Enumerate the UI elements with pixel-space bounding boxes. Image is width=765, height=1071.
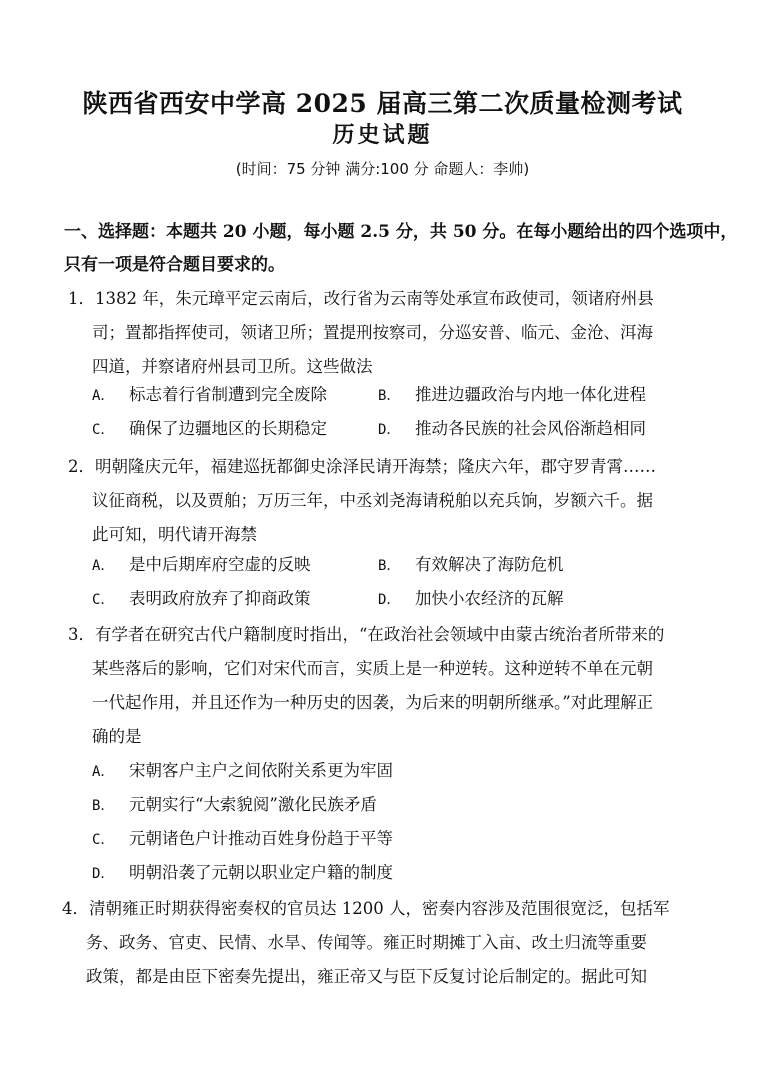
section-heading-line: 只有一项是符合题目要求的。: [64, 255, 285, 275]
question-line: 议征商税，以及贾舶；万历三年，中丞刘尧海请税舶以充兵饷，岁额六千。据: [92, 491, 653, 510]
question-line: 司；置都指挥使司，领诸卫所；置提刑按察司，分巡安普、临元、金沧、洱海: [92, 323, 653, 342]
option-b[interactable]: B． 推进边疆政治与内地一体化进程: [378, 385, 646, 404]
question-line: 确的是: [92, 727, 142, 746]
section-heading: [64, 216, 738, 282]
question-line: 3．有学者在研究古代户籍制度时指出，“在政治社会领域中由蒙古统治者所带来的: [68, 625, 665, 644]
question-2: [68, 450, 718, 552]
option-c[interactable]: C． 表明政府放弃了抑商政策: [92, 589, 311, 608]
section-heading-line: 一、选择题：本题共 20 小题，每小题 2.5 分，共 50 分。在每小题给出的四个选项中，: [64, 222, 738, 242]
question-line: 4．清朝雍正时期获得密奏权的官员达 1200 人，密奏内容涉及范围很宽泛，包括军: [62, 899, 670, 918]
question-1: [68, 282, 718, 384]
question-1-options: [92, 378, 712, 446]
option-a[interactable]: A． 宋朝客户主户之间依附关系更为牢固: [92, 761, 393, 780]
exam-subtitle: 历史试题: [332, 122, 433, 148]
option-b[interactable]: B． 有效解决了海防危机: [378, 555, 564, 574]
question-line: 一代起作用，并且还作为一种历史的因袭，为后来的明朝所继承。”对此理解正: [92, 693, 654, 712]
option-c[interactable]: C． 元朝诸色户计推动百姓身份趋于平等: [92, 829, 393, 848]
option-d[interactable]: D． 推动各民族的社会风俗渐趋相同: [378, 419, 646, 438]
question-4: [62, 892, 712, 994]
option-d[interactable]: D． 明朝沿袭了元朝以职业定户籍的制度: [92, 863, 393, 882]
question-3-options: [92, 754, 712, 890]
option-d[interactable]: D． 加快小农经济的瓦解: [378, 589, 564, 608]
option-a[interactable]: A． 是中后期库府空虚的反映: [92, 555, 311, 574]
exam-title: 陕西省西安中学高 2025 届高三第二次质量检测考试: [82, 89, 683, 118]
question-line: 某些落后的影响，它们对宋代而言，实质上是一种逆转。这种逆转不单在元朝: [92, 659, 653, 678]
exam-meta: (时间：75 分钟 满分:100 分 命题人：李帅): [235, 160, 530, 178]
question-line: 此可知，明代请开海禁: [92, 525, 257, 544]
option-a[interactable]: A． 标志着行省制遭到完全废除: [92, 385, 327, 404]
question-2-options: [92, 548, 712, 616]
question-3: [68, 618, 718, 754]
option-c[interactable]: C． 确保了边疆地区的长期稳定: [92, 419, 327, 438]
question-line: 1．1382 年，朱元璋平定云南后，改行省为云南等处承宣布政使司，领诸府州县: [68, 289, 654, 308]
question-line: 2．明朝隆庆元年，福建巡抚都御史涂泽民请开海禁；隆庆六年，郡守罗青霄……: [68, 457, 656, 476]
question-line: 务、政务、官吏、民情、水旱、传闻等。雍正时期摊丁入亩、改土归流等重要: [86, 933, 647, 952]
option-b[interactable]: B． 元朝实行“大索貌阅”激化民族矛盾: [92, 795, 377, 814]
question-line: 政策，都是由臣下密奏先提出，雍正帝又与臣下反复讨论后制定的。据此可知: [86, 967, 647, 986]
question-line: 四道，并察诸府州县司卫所。这些做法: [92, 357, 373, 376]
